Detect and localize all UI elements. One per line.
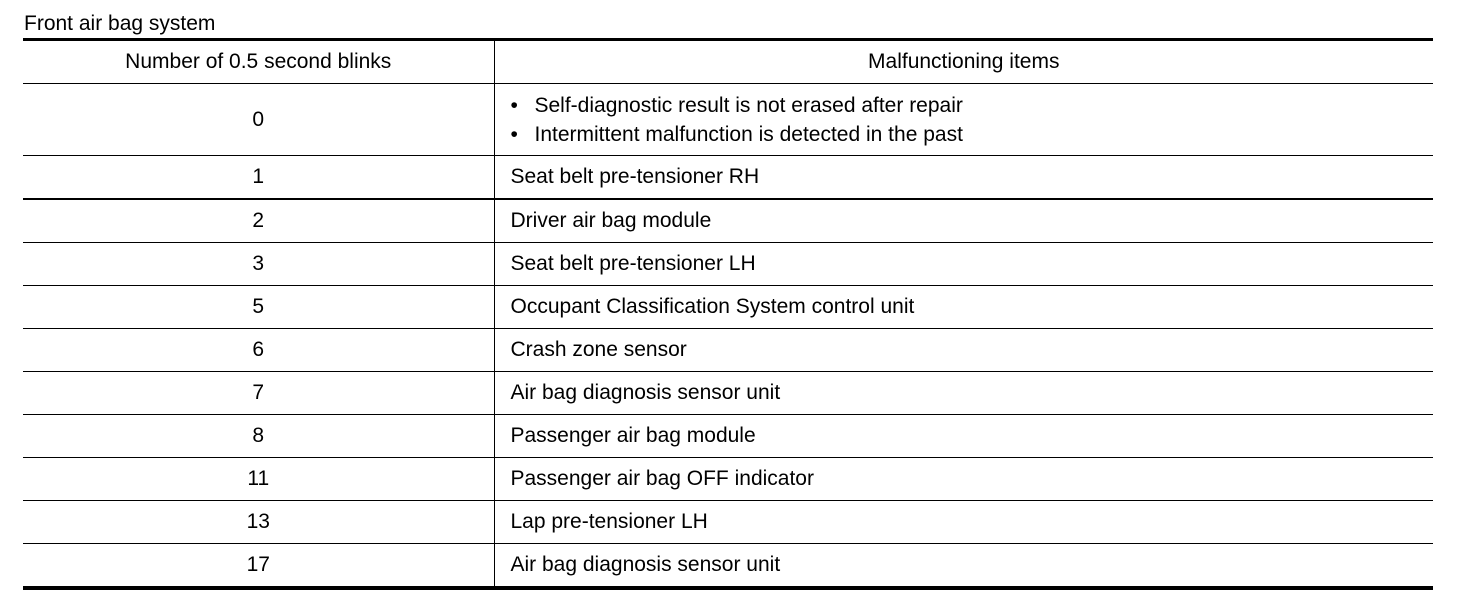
table-row <box>23 286 1433 329</box>
blink-count-cell: 6 <box>23 329 494 372</box>
blink-count-cell: 8 <box>23 415 494 458</box>
table-row <box>23 243 1433 286</box>
table-row <box>23 329 1433 372</box>
table-row <box>23 199 1433 243</box>
table-row <box>23 544 1433 589</box>
malfunction-item-cell: Driver air bag module <box>494 199 1433 243</box>
malfunction-item-cell: Occupant Classification System control unit <box>494 286 1433 329</box>
malfunction-item-cell: Seat belt pre-tensioner LH <box>494 243 1433 286</box>
malfunction-item-cell <box>494 84 1433 156</box>
malfunction-item-cell: Air bag diagnosis sensor unit <box>494 544 1433 589</box>
blink-count-cell: 3 <box>23 243 494 286</box>
table-row <box>23 501 1433 544</box>
blink-count-cell: 7 <box>23 372 494 415</box>
blink-count-cell: 11 <box>23 458 494 501</box>
bullet-item: • Self-diagnostic result is not erased after repair <box>511 91 1434 120</box>
blink-count-cell: 5 <box>23 286 494 329</box>
malfunction-item-cell: Lap pre-tensioner LH <box>494 501 1433 544</box>
table-row <box>23 156 1433 200</box>
table-header-row <box>23 40 1433 84</box>
blink-code-table <box>23 38 1433 590</box>
table-caption: Front air bag system <box>24 12 216 35</box>
header-blinks: Number of 0.5 second blinks <box>23 40 494 84</box>
blink-count-cell: 1 <box>23 156 494 200</box>
malfunction-item-cell: Passenger air bag OFF indicator <box>494 458 1433 501</box>
table-row <box>23 458 1433 501</box>
table-row <box>23 372 1433 415</box>
blink-count-cell: 17 <box>23 544 494 589</box>
blink-count-cell: 13 <box>23 501 494 544</box>
malfunction-item-cell: Seat belt pre-tensioner RH <box>494 156 1433 200</box>
malfunction-item-cell: Crash zone sensor <box>494 329 1433 372</box>
malfunction-item-cell: Air bag diagnosis sensor unit <box>494 372 1433 415</box>
malfunction-item-cell: Passenger air bag module <box>494 415 1433 458</box>
table-row <box>23 84 1433 156</box>
blink-count-cell: 2 <box>23 199 494 243</box>
malfunction-bullet-list <box>511 91 1434 149</box>
header-malfunctioning-items: Malfunctioning items <box>494 40 1433 84</box>
table-row <box>23 415 1433 458</box>
bullet-item: • Intermittent malfunction is detected in the past <box>511 120 1434 149</box>
blink-count-cell: 0 <box>23 84 494 156</box>
